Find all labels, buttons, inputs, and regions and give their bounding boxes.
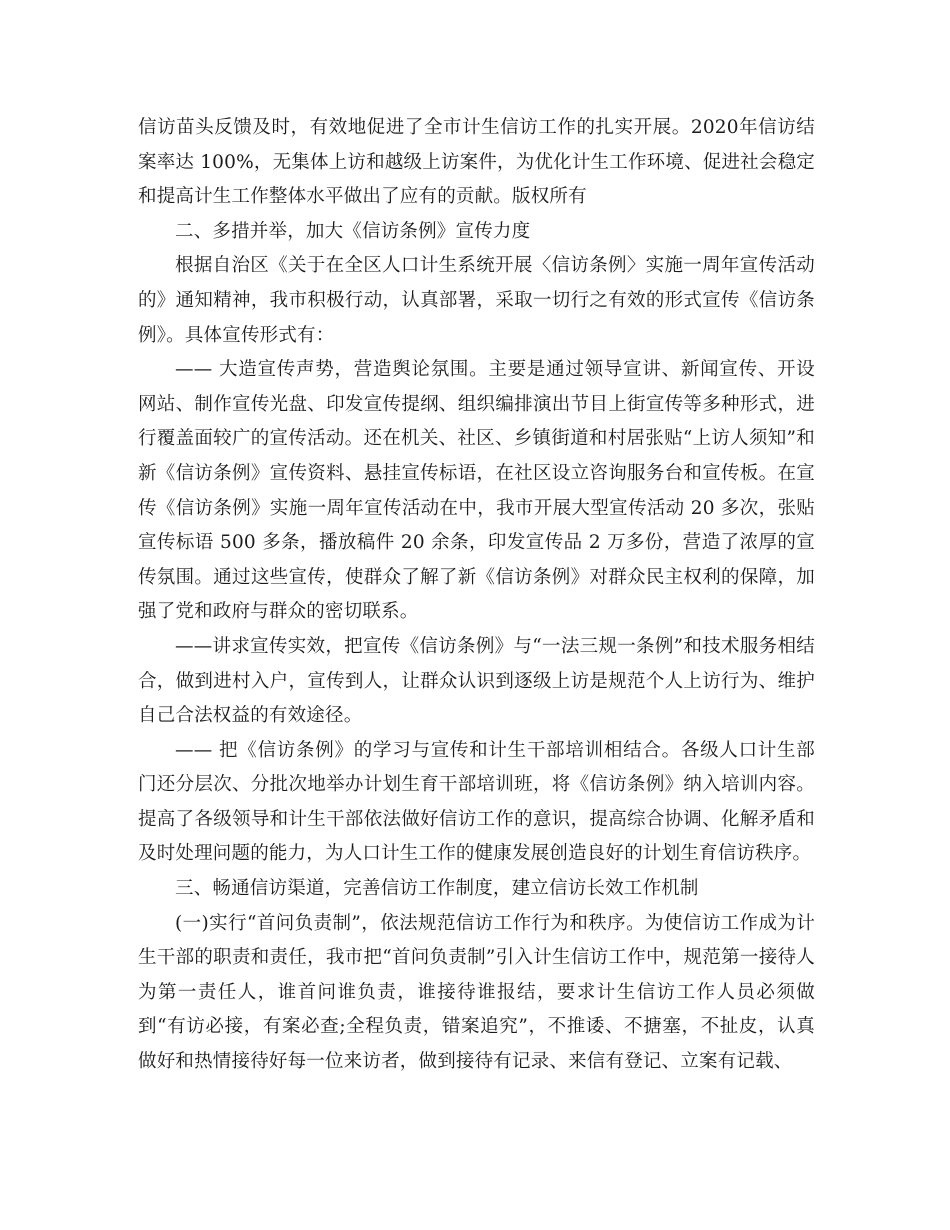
heading-section-3: 三、畅通信访渠道，完善信访工作制度，建立信访长效工作机制 xyxy=(175,878,699,900)
paragraph-5: ——讲求宣传实效，把宣传《信访条例》与“一法三规一条例”和技术服务相结合，做到进村入户，宣传到人，让群众认识到逐级上访是规范个人上访行为、维护自己合法权益的有效途径。 xyxy=(138,635,815,727)
paragraph-3: 根据自治区《关于在全区人口计生系统开展〈信访条例〉实施一周年宣传活动的》通知精神，我市积极行动，认真部署，采取一切行之有效的形式宣传《信访条例》。具体宣传形式有： xyxy=(138,255,815,346)
paragraph-4: —— 大造宣传声势，营造舆论氛围。主要是通过领导宣讲、新闻宣传、开设网站、制作宣传光盘、印发宣传提纲、组织编排演出节目上街宣传等多种形式，进行覆盖面较广的宣传活动。还在机关、社区、乡镇街道和村居张贴“上访人须知”和新《信访条例》宣传资料、悬挂宣传标语，在社区设立咨询服务台和宣传板。在宣传《信访条例》实施一周年宣传活动在中，我市开展大型宣传活动 20 多次，张贴宣传标语 500 多条，播放稿件 20 余条，印发宣传品 2 万多份，营造了浓厚的宣传氛围。通过这些宣传，使群众了解了新《信访条例》对群众民主权利的保障，加强了党和政府与群众的密切联系。 xyxy=(138,359,815,623)
paragraph-1: 信访苗头反馈及时，有效地促进了全市计生信访工作的扎实开展。2020年信访结案率达 100%，无集体上访和越级上访案件，为优化计生工作环境、促进社会稳定和提高计生工作整体水平做出了应有的贡献。版权所有 xyxy=(138,117,815,208)
paragraph-6: —— 把《信访条例》的学习与宣传和计生干部培训相结合。各级人口计生部门还分层次、分批次地举办计划生育干部培训班，将《信访条例》纳入培训内容。提高了各级领导和计生干部依法做好信访工作的意识，提高综合协调、化解矛盾和及时处理问题的能力，为人口计生工作的健康发展创造良好的计划生育信访秩序。 xyxy=(138,739,815,865)
document-body xyxy=(138,111,815,1080)
paragraph-8: (一)实行“首问负责制”，依法规范信访工作行为和秩序。为使信访工作成为计生干部的职责和责任，我市把“首问负责制”引入计生信访工作中，规范第一接待人为第一责任人，谁首问谁负责，谁接待谁报结，要求计生信访工作人员必须做到“有访必接，有案必查;全程负责，错案追究”，不推诿、不搪塞，不扯皮，认真做好和热情接待好每一位来访者，做到接待有记录、来信有登记、立案有记载、 xyxy=(138,912,815,1073)
heading-section-2: 二、多措并举，加大《信访条例》宣传力度 xyxy=(175,220,531,242)
